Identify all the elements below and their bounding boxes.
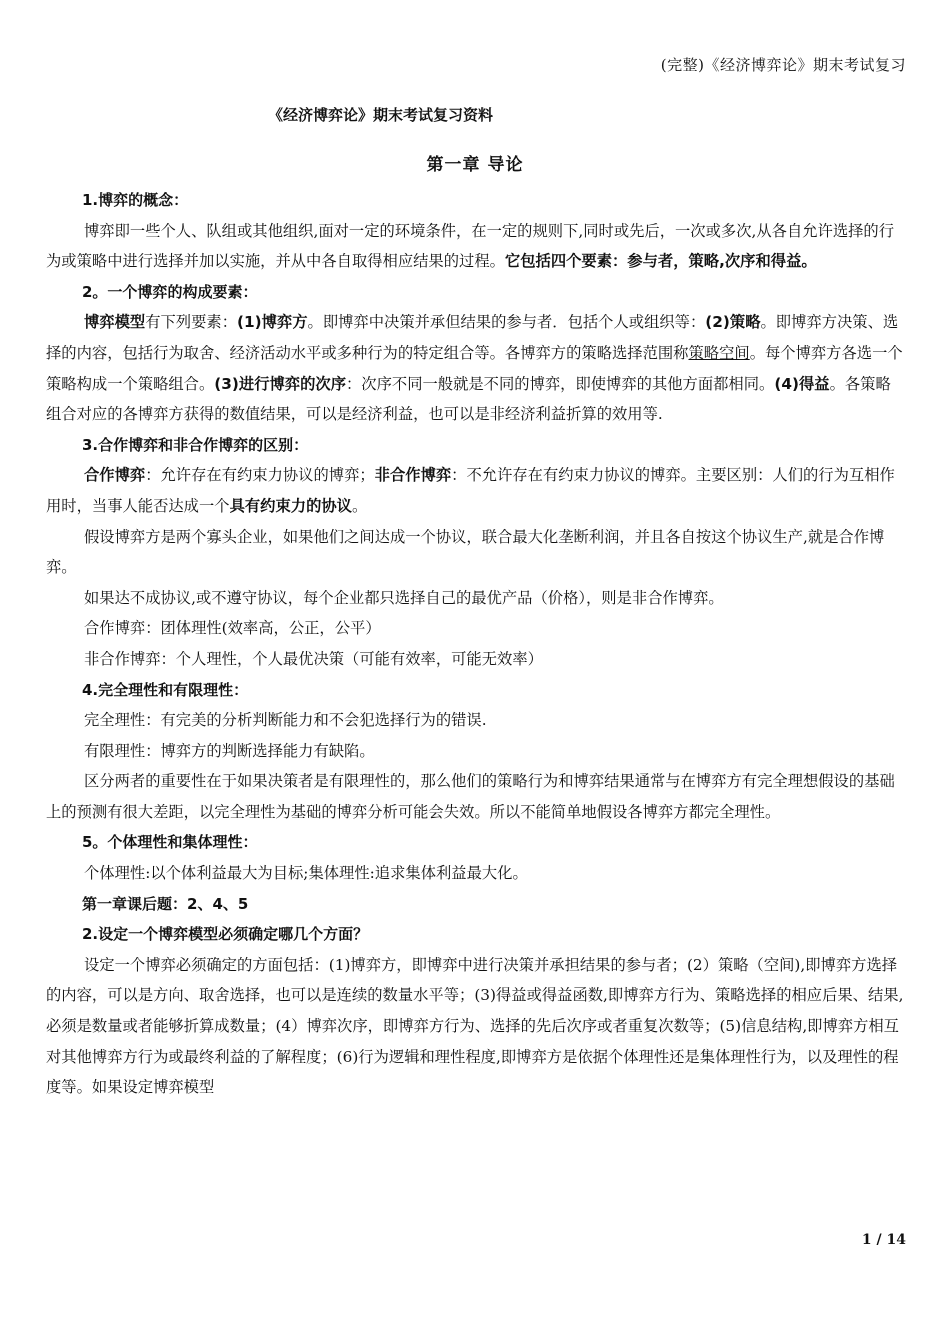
- line-cooperative-rationality: 合作博弈：团体理性(效率高，公正，公平）: [84, 619, 381, 638]
- section-heading-3: 3.合作博弈和非合作博弈的区别：: [82, 435, 309, 454]
- text-run: ：不允许存在有约束力协议的博弈。主要区别：人们的行为互相作用时，当事人能否达成一个: [46, 466, 895, 515]
- text-run: ：次序不同一般就是不同的博弈，即使博弈的其他方面都相同。: [346, 374, 775, 393]
- bold-text-run: 博弈模型: [84, 313, 146, 332]
- page-number: 1 / 14: [861, 1232, 906, 1248]
- homework-heading: 第一章课后题：2、4、5: [82, 894, 249, 913]
- line-full-rationality: 完全理性：有完美的分析判断能力和不会犯选择行为的错误.: [84, 711, 487, 730]
- question-heading: 2.设定一个博弈模型必须确定哪几个方面？: [82, 925, 369, 944]
- text-run: 。: [351, 496, 368, 515]
- bold-text-run: (2)策略: [705, 313, 761, 332]
- bold-text-run: 它包括四个要素：参与者，策略,次序和得益。: [504, 252, 817, 271]
- text-run: 。每个博弈方各选一个策略构成一个策略组合。: [46, 343, 903, 393]
- section-heading-2: 2。一个博弈的构成要素：: [82, 282, 258, 301]
- text-run: 。即博弈中决策并承但结果的参与者．包括个人或组织等：: [307, 313, 706, 332]
- text-run: ：允许存在有约束力协议的博弈；: [145, 466, 375, 485]
- text-run: 。即博弈方决策、选择的内容，包括行为取舍、经济活动水平或多种行为的特定组合等。各博弈方的策略选择范围称: [46, 313, 899, 362]
- bold-text-run: 非合作博弈: [374, 466, 452, 485]
- paragraph-oligopoly-example: 假设博弈方是两个寡头企业，如果他们之间达成一个协议，联合最大化垄断利润，并且各自按这个协议生产,就是合作博弈。: [46, 527, 885, 577]
- line-bounded-rationality: 有限理性：博弈方的判断选择能力有缺陷。: [84, 741, 375, 760]
- paragraph-game-elements: [46, 307, 906, 429]
- bold-text-run: 具有约束力的协议: [229, 496, 352, 515]
- line-noncooperative-rationality: 非合作博弈：个人理性，个人最优决策（可能有效率，可能无效率）: [84, 649, 543, 668]
- text-run: 。各策略组合对应的各博弈方获得的数值结果，可以是经济利益，也可以是非经济利益折算的效用等.: [46, 374, 891, 424]
- section-heading-4: 4.完全理性和有限理性：: [82, 680, 249, 699]
- bold-text-run: (3)进行博弈的次序: [214, 374, 346, 393]
- text-run: 博弈即一些个人、队组或其他组织,面对一定的环境条件，在一定的规则下,同时或先后，一次或多次,从各自允许选择的行为或策略中进行选择并加以实施，并从中各自取得相应结果的过程。: [46, 221, 895, 271]
- bold-text-run: (4)得益: [774, 374, 830, 393]
- section-heading-5: 5。个体理性和集体理性：: [82, 833, 258, 852]
- paragraph-noncooperative-example: 如果达不成协议,或不遵守协议，每个企业都只选择自己的最优产品（价格），则是非合作博弈。: [84, 588, 724, 607]
- bold-text-run: (1)博弈方: [237, 313, 308, 332]
- document-title: 《经济博弈论》期末考试复习资料: [268, 106, 494, 124]
- text-run: 有下列要素：: [145, 313, 237, 332]
- section-heading-1: 1.博弈的概念：: [82, 191, 189, 209]
- bold-text-run: 合作博弈: [84, 466, 146, 485]
- underlined-term: 策略空间: [688, 343, 750, 362]
- document-body: [46, 185, 906, 1103]
- line-individual-collective-rationality: 个体理性:以个体利益最大为目标;集体理性:追求集体利益最大化。: [84, 864, 528, 883]
- running-header: (完整)《经济博弈论》期末考试复习: [660, 56, 906, 74]
- paragraph-rationality-importance: 区分两者的重要性在于如果决策者是有限理性的，那么他们的策略行为和博弈结果通常与在博弈方有完全理想假设的基础上的预测有很大差距，以完全理性为基础的博弈分析可能会失效。所以不能简单地假设各博弈方都完全理性。: [46, 772, 895, 821]
- paragraph-cooperative-definition: [46, 460, 906, 521]
- paragraph-answer: 设定一个博弈必须确定的方面包括：(1)博弈方，即博弈中进行决策并承担结果的参与者；(2）策略（空间),即博弈方选择的内容，可以是方向、取舍选择，也可以是连续的数量水平等；(3)得益或得益函数,即博弈方行为、策略选择的相应后果、结果,必须是数量或者能够折算成数量；(4）博弈次序，即博弈方行为、选择的先后次序或者重复次数等；(5)信息结构,即博弈方相互对其他博弈方行为或最终利益的了解程度；(6)行为逻辑和理性程度,即博弈方是依据个体理性还是集体理性行为，以及理性的程度等。如果设定博弈模型: [46, 955, 904, 1097]
- chapter-title: 第一章 导论: [426, 155, 524, 175]
- paragraph-game-concept: [46, 216, 906, 277]
